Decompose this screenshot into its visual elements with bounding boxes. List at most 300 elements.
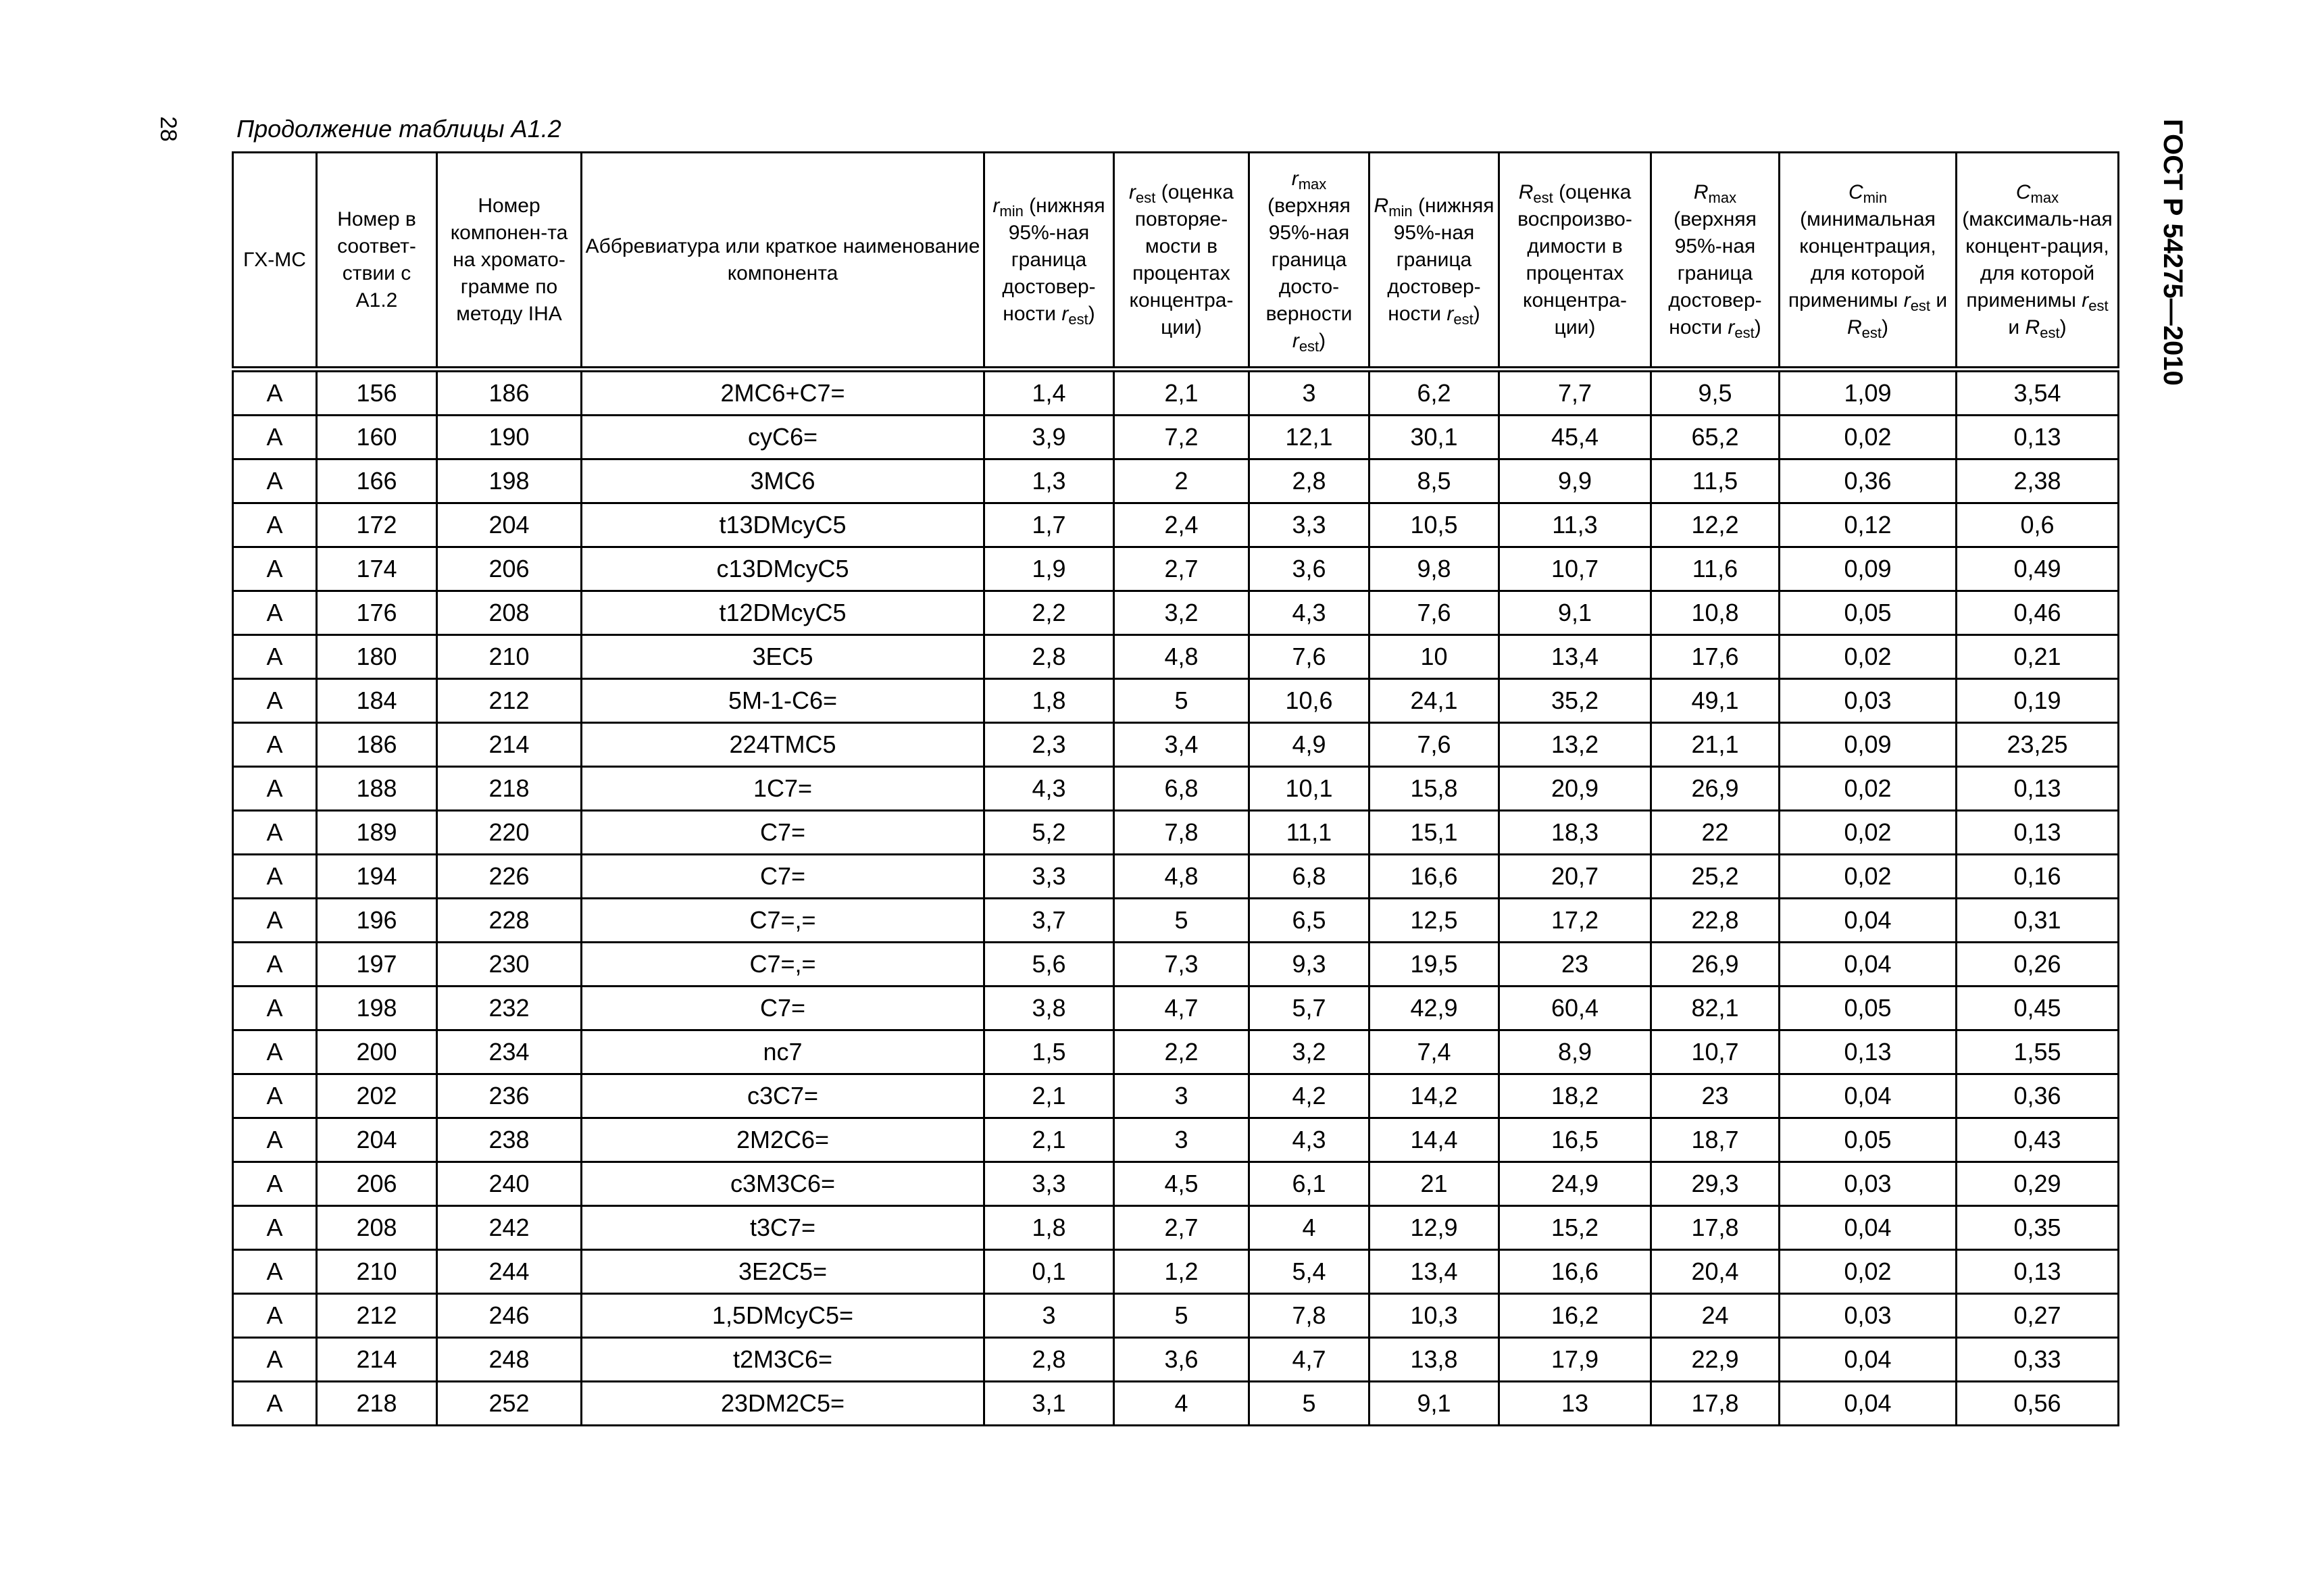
cell-big-r-max: 23 [1651,1074,1780,1118]
cell-r-max: 6,5 [1249,899,1369,943]
cell-gc-ms: А [233,943,317,987]
cell-number-a12: 202 [317,1074,437,1118]
cell-gc-ms: А [233,1338,317,1382]
cell-r-est: 2,2 [1114,1030,1249,1074]
cell-c-min: 0,05 [1780,987,1957,1030]
table-row [233,1074,2119,1118]
cell-big-r-est: 18,3 [1499,811,1651,855]
cell-r-min: 3,1 [984,1382,1114,1426]
cell-component-number: 206 [437,547,582,591]
cell-abbreviation: 224ТМС5 [582,723,984,767]
cell-big-r-max: 24 [1651,1294,1780,1338]
cell-abbreviation: С7= [582,811,984,855]
cell-big-r-min: 8,5 [1369,459,1499,503]
cell-big-r-est: 13,4 [1499,635,1651,679]
cell-component-number: 240 [437,1162,582,1206]
cell-big-r-est: 13 [1499,1382,1651,1426]
cell-c-min: 0,04 [1780,943,1957,987]
cell-r-max: 5,7 [1249,987,1369,1030]
cell-big-r-max: 12,2 [1651,503,1780,547]
cell-abbreviation: 5М-1-С6= [582,679,984,723]
cell-big-r-max: 17,8 [1651,1382,1780,1426]
cell-component-number: 212 [437,679,582,723]
table-caption: Продолжение таблицы А1.2 [236,115,561,143]
cell-number-a12: 160 [317,416,437,459]
cell-r-max: 4,9 [1249,723,1369,767]
cell-big-r-est: 13,2 [1499,723,1651,767]
table-row [233,1206,2119,1250]
cell-abbreviation: суС6= [582,416,984,459]
cell-r-max: 4,3 [1249,591,1369,635]
cell-r-est: 4,8 [1114,635,1249,679]
cell-gc-ms: А [233,416,317,459]
table-row [233,811,2119,855]
cell-r-est: 2,7 [1114,547,1249,591]
cell-r-min: 0,1 [984,1250,1114,1294]
cell-r-est: 3,6 [1114,1338,1249,1382]
cell-number-a12: 172 [317,503,437,547]
cell-component-number: 228 [437,899,582,943]
cell-big-r-min: 6,2 [1369,370,1499,416]
cell-gc-ms: А [233,723,317,767]
cell-big-r-min: 42,9 [1369,987,1499,1030]
cell-big-r-min: 14,2 [1369,1074,1499,1118]
cell-big-r-min: 7,6 [1369,723,1499,767]
cell-r-min: 3,8 [984,987,1114,1030]
cell-r-max: 11,1 [1249,811,1369,855]
header-component-number: Номер компонен-та на хромато-грамме по методу IHA [437,153,582,370]
header-r-min: $r_{min}$ (нижняя 95%-ная граница достовер-ности $r_{est}$) [984,153,1114,370]
cell-big-r-max: 65,2 [1651,416,1780,459]
cell-abbreviation: 3ЕС5 [582,635,984,679]
cell-abbreviation: С7=,= [582,899,984,943]
cell-c-min: 0,02 [1780,1250,1957,1294]
cell-abbreviation: 1,5DMcyC5= [582,1294,984,1338]
cell-r-est: 5 [1114,899,1249,943]
cell-r-est: 6,8 [1114,767,1249,811]
cell-big-r-est: 17,9 [1499,1338,1651,1382]
table-row [233,635,2119,679]
cell-c-min: 0,04 [1780,1338,1957,1382]
table-row [233,723,2119,767]
cell-r-max: 4 [1249,1206,1369,1250]
cell-gc-ms: А [233,1206,317,1250]
cell-c-min: 0,02 [1780,855,1957,899]
header-number-a12: Номер в соответ-ствии с А1.2 [317,153,437,370]
cell-number-a12: 200 [317,1030,437,1074]
cell-number-a12: 196 [317,899,437,943]
cell-r-min: 1,8 [984,679,1114,723]
table-row [233,1118,2119,1162]
cell-number-a12: 166 [317,459,437,503]
table-row [233,1030,2119,1074]
cell-gc-ms: А [233,459,317,503]
cell-big-r-est: 20,9 [1499,767,1651,811]
cell-c-min: 0,12 [1780,503,1957,547]
cell-abbreviation: 1С7= [582,767,984,811]
cell-big-r-max: 29,3 [1651,1162,1780,1206]
cell-c-max: 23,25 [1957,723,2119,767]
cell-c-max: 0,43 [1957,1118,2119,1162]
cell-c-min: 0,02 [1780,635,1957,679]
cell-number-a12: 198 [317,987,437,1030]
cell-big-r-est: 16,6 [1499,1250,1651,1294]
table-row [233,855,2119,899]
cell-big-r-max: 17,8 [1651,1206,1780,1250]
cell-component-number: 248 [437,1338,582,1382]
cell-c-min: 0,04 [1780,1382,1957,1426]
cell-c-max: 0,13 [1957,1250,2119,1294]
cell-big-r-max: 26,9 [1651,767,1780,811]
cell-component-number: 198 [437,459,582,503]
cell-number-a12: 188 [317,767,437,811]
table-row [233,503,2119,547]
cell-big-r-min: 10 [1369,635,1499,679]
cell-component-number: 242 [437,1206,582,1250]
cell-gc-ms: А [233,1118,317,1162]
cell-c-min: 0,05 [1780,1118,1957,1162]
header-abbreviation: Аббревиатура или краткое наименование компонента [582,153,984,370]
cell-abbreviation: t13DMcyC5 [582,503,984,547]
cell-big-r-est: 45,4 [1499,416,1651,459]
cell-number-a12: 186 [317,723,437,767]
table-row [233,547,2119,591]
cell-abbreviation: 3Е2С5= [582,1250,984,1294]
cell-r-est: 7,8 [1114,811,1249,855]
cell-component-number: 252 [437,1382,582,1426]
cell-c-max: 0,36 [1957,1074,2119,1118]
cell-big-r-est: 17,2 [1499,899,1651,943]
table-row [233,899,2119,943]
cell-big-r-max: 22,9 [1651,1338,1780,1382]
cell-r-min: 3,9 [984,416,1114,459]
cell-big-r-min: 7,6 [1369,591,1499,635]
cell-r-max: 7,8 [1249,1294,1369,1338]
header-r-est: $r_{est}$ (оценка повторяе-мости в процентах концентра-ции) [1114,153,1249,370]
page-number: 28 [155,116,181,142]
cell-abbreviation: nc7 [582,1030,984,1074]
cell-big-r-max: 22,8 [1651,899,1780,943]
cell-c-min: 0,04 [1780,1074,1957,1118]
cell-abbreviation: t3С7= [582,1206,984,1250]
cell-gc-ms: А [233,635,317,679]
cell-big-r-est: 7,7 [1499,370,1651,416]
cell-number-a12: 208 [317,1206,437,1250]
cell-big-r-max: 49,1 [1651,679,1780,723]
cell-r-min: 2,1 [984,1118,1114,1162]
table-row [233,1382,2119,1426]
header-c-max: $C_{max}$ (максималь-ная концент-рация, для которой применимы $r_{est}$ и $R_{est}$) [1957,153,2119,370]
cell-component-number: 236 [437,1074,582,1118]
cell-component-number: 214 [437,723,582,767]
table-row [233,943,2119,987]
cell-r-est: 1,2 [1114,1250,1249,1294]
cell-c-min: 0,09 [1780,547,1957,591]
cell-c-max: 0,13 [1957,767,2119,811]
cell-c-max: 0,49 [1957,547,2119,591]
cell-big-r-max: 18,7 [1651,1118,1780,1162]
cell-gc-ms: А [233,1294,317,1338]
cell-gc-ms: А [233,767,317,811]
cell-big-r-min: 24,1 [1369,679,1499,723]
cell-r-max: 5 [1249,1382,1369,1426]
cell-big-r-max: 11,6 [1651,547,1780,591]
cell-c-max: 0,13 [1957,416,2119,459]
cell-r-est: 7,2 [1114,416,1249,459]
cell-component-number: 204 [437,503,582,547]
cell-big-r-min: 9,1 [1369,1382,1499,1426]
cell-r-est: 2,7 [1114,1206,1249,1250]
cell-r-min: 2,1 [984,1074,1114,1118]
cell-number-a12: 218 [317,1382,437,1426]
cell-r-min: 3,3 [984,1162,1114,1206]
cell-r-max: 12,1 [1249,416,1369,459]
cell-big-r-max: 25,2 [1651,855,1780,899]
cell-c-max: 0,16 [1957,855,2119,899]
cell-big-r-est: 11,3 [1499,503,1651,547]
cell-big-r-max: 20,4 [1651,1250,1780,1294]
cell-r-est: 2 [1114,459,1249,503]
cell-c-max: 1,55 [1957,1030,2119,1074]
cell-big-r-est: 18,2 [1499,1074,1651,1118]
cell-r-max: 6,8 [1249,855,1369,899]
cell-r-min: 1,7 [984,503,1114,547]
cell-component-number: 208 [437,591,582,635]
cell-c-max: 0,26 [1957,943,2119,987]
cell-gc-ms: А [233,679,317,723]
cell-r-est: 4 [1114,1382,1249,1426]
cell-big-r-min: 13,8 [1369,1338,1499,1382]
table-row [233,679,2119,723]
table-row [233,1338,2119,1382]
cell-c-max: 0,19 [1957,679,2119,723]
cell-r-max: 3 [1249,370,1369,416]
cell-component-number: 210 [437,635,582,679]
cell-big-r-est: 20,7 [1499,855,1651,899]
cell-gc-ms: А [233,1074,317,1118]
cell-c-min: 0,02 [1780,416,1957,459]
data-table [232,151,2119,1426]
cell-c-max: 0,29 [1957,1162,2119,1206]
table-row [233,591,2119,635]
cell-big-r-min: 15,1 [1369,811,1499,855]
cell-big-r-est: 16,5 [1499,1118,1651,1162]
cell-r-min: 1,5 [984,1030,1114,1074]
cell-big-r-max: 11,5 [1651,459,1780,503]
cell-big-r-est: 24,9 [1499,1162,1651,1206]
cell-big-r-min: 21 [1369,1162,1499,1206]
cell-r-max: 4,2 [1249,1074,1369,1118]
cell-component-number: 226 [437,855,582,899]
cell-component-number: 238 [437,1118,582,1162]
table-row [233,1250,2119,1294]
cell-r-min: 1,9 [984,547,1114,591]
cell-big-r-min: 14,4 [1369,1118,1499,1162]
cell-big-r-est: 23 [1499,943,1651,987]
cell-big-r-max: 22 [1651,811,1780,855]
cell-big-r-min: 16,6 [1369,855,1499,899]
cell-gc-ms: А [233,987,317,1030]
cell-r-est: 5 [1114,679,1249,723]
cell-component-number: 230 [437,943,582,987]
cell-big-r-est: 16,2 [1499,1294,1651,1338]
cell-component-number: 190 [437,416,582,459]
cell-r-min: 5,2 [984,811,1114,855]
cell-r-est: 2,4 [1114,503,1249,547]
cell-big-r-max: 10,8 [1651,591,1780,635]
header-big-r-est: $R_{est}$ (оценка воспроизво-димости в процентах концентра-ции) [1499,153,1651,370]
cell-c-max: 0,45 [1957,987,2119,1030]
cell-r-est: 2,1 [1114,370,1249,416]
cell-c-max: 0,35 [1957,1206,2119,1250]
cell-gc-ms: А [233,1382,317,1426]
cell-gc-ms: А [233,855,317,899]
cell-c-max: 0,13 [1957,811,2119,855]
cell-big-r-min: 9,8 [1369,547,1499,591]
cell-gc-ms: А [233,1030,317,1074]
cell-big-r-max: 10,7 [1651,1030,1780,1074]
cell-big-r-min: 19,5 [1369,943,1499,987]
cell-c-min: 0,02 [1780,767,1957,811]
cell-abbreviation: 2М2С6= [582,1118,984,1162]
cell-component-number: 246 [437,1294,582,1338]
header-c-min: $C_{min}$ (минимальная концентрация, для которой применимы $r_{est}$ и $R_{est}$) [1780,153,1957,370]
cell-number-a12: 204 [317,1118,437,1162]
cell-c-min: 0,04 [1780,899,1957,943]
cell-abbreviation: с3С7= [582,1074,984,1118]
cell-big-r-est: 8,9 [1499,1030,1651,1074]
cell-c-min: 0,13 [1780,1030,1957,1074]
cell-big-r-max: 82,1 [1651,987,1780,1030]
cell-abbreviation: с3М3С6= [582,1162,984,1206]
cell-number-a12: 176 [317,591,437,635]
table-row [233,767,2119,811]
cell-r-min: 3 [984,1294,1114,1338]
cell-component-number: 234 [437,1030,582,1074]
header-gc-ms: ГХ-МС [233,153,317,370]
cell-abbreviation: c13DMcyC5 [582,547,984,591]
cell-big-r-min: 7,4 [1369,1030,1499,1074]
cell-big-r-min: 13,4 [1369,1250,1499,1294]
cell-r-est: 3 [1114,1118,1249,1162]
cell-r-min: 2,3 [984,723,1114,767]
cell-r-min: 5,6 [984,943,1114,987]
cell-c-min: 1,09 [1780,370,1957,416]
cell-abbreviation: 3МС6 [582,459,984,503]
cell-r-max: 7,6 [1249,635,1369,679]
table-row [233,370,2119,416]
cell-c-min: 0,03 [1780,679,1957,723]
cell-r-max: 9,3 [1249,943,1369,987]
cell-r-min: 4,3 [984,767,1114,811]
cell-abbreviation: t2М3С6= [582,1338,984,1382]
cell-r-max: 3,2 [1249,1030,1369,1074]
cell-component-number: 186 [437,370,582,416]
cell-big-r-est: 15,2 [1499,1206,1651,1250]
cell-r-est: 4,7 [1114,987,1249,1030]
cell-number-a12: 206 [317,1162,437,1206]
cell-big-r-est: 10,7 [1499,547,1651,591]
cell-big-r-max: 9,5 [1651,370,1780,416]
cell-c-max: 0,46 [1957,591,2119,635]
cell-gc-ms: А [233,811,317,855]
cell-c-max: 0,6 [1957,503,2119,547]
cell-abbreviation: 2МС6+С7= [582,370,984,416]
cell-big-r-min: 12,5 [1369,899,1499,943]
cell-component-number: 244 [437,1250,582,1294]
cell-big-r-max: 21,1 [1651,723,1780,767]
cell-r-min: 3,7 [984,899,1114,943]
cell-big-r-min: 15,8 [1369,767,1499,811]
cell-c-min: 0,04 [1780,1206,1957,1250]
cell-c-min: 0,03 [1780,1162,1957,1206]
cell-c-min: 0,36 [1780,459,1957,503]
cell-abbreviation: С7= [582,855,984,899]
cell-number-a12: 212 [317,1294,437,1338]
table-row [233,1294,2119,1338]
cell-r-max: 10,6 [1249,679,1369,723]
cell-r-min: 1,4 [984,370,1114,416]
cell-c-min: 0,09 [1780,723,1957,767]
cell-r-max: 10,1 [1249,767,1369,811]
cell-gc-ms: А [233,370,317,416]
cell-c-max: 2,38 [1957,459,2119,503]
cell-number-a12: 210 [317,1250,437,1294]
cell-c-max: 0,27 [1957,1294,2119,1338]
cell-abbreviation: С7=,= [582,943,984,987]
cell-big-r-min: 10,3 [1369,1294,1499,1338]
cell-abbreviation: 23DМ2С5= [582,1382,984,1426]
cell-gc-ms: А [233,1250,317,1294]
cell-r-max: 3,6 [1249,547,1369,591]
table-body [233,370,2119,1426]
cell-c-max: 0,31 [1957,899,2119,943]
cell-big-r-min: 12,9 [1369,1206,1499,1250]
cell-big-r-est: 35,2 [1499,679,1651,723]
cell-r-min: 2,8 [984,635,1114,679]
cell-r-est: 7,3 [1114,943,1249,987]
cell-component-number: 218 [437,767,582,811]
cell-r-max: 5,4 [1249,1250,1369,1294]
cell-r-min: 1,3 [984,459,1114,503]
cell-big-r-min: 10,5 [1369,503,1499,547]
cell-c-min: 0,03 [1780,1294,1957,1338]
cell-number-a12: 189 [317,811,437,855]
cell-gc-ms: А [233,547,317,591]
cell-gc-ms: А [233,503,317,547]
table-row [233,1162,2119,1206]
cell-component-number: 220 [437,811,582,855]
cell-r-est: 4,8 [1114,855,1249,899]
cell-number-a12: 156 [317,370,437,416]
cell-r-est: 3 [1114,1074,1249,1118]
cell-gc-ms: А [233,591,317,635]
cell-abbreviation: С7= [582,987,984,1030]
cell-big-r-est: 60,4 [1499,987,1651,1030]
cell-gc-ms: А [233,899,317,943]
cell-r-max: 6,1 [1249,1162,1369,1206]
table-row [233,987,2119,1030]
cell-big-r-min: 30,1 [1369,416,1499,459]
cell-r-max: 4,3 [1249,1118,1369,1162]
cell-r-est: 5 [1114,1294,1249,1338]
header-r-max: $r_{max}$ (верхняя 95%-ная граница досто-верности $r_{est}$) [1249,153,1369,370]
table-row [233,416,2119,459]
cell-c-max: 0,33 [1957,1338,2119,1382]
cell-number-a12: 197 [317,943,437,987]
cell-number-a12: 214 [317,1338,437,1382]
cell-number-a12: 180 [317,635,437,679]
